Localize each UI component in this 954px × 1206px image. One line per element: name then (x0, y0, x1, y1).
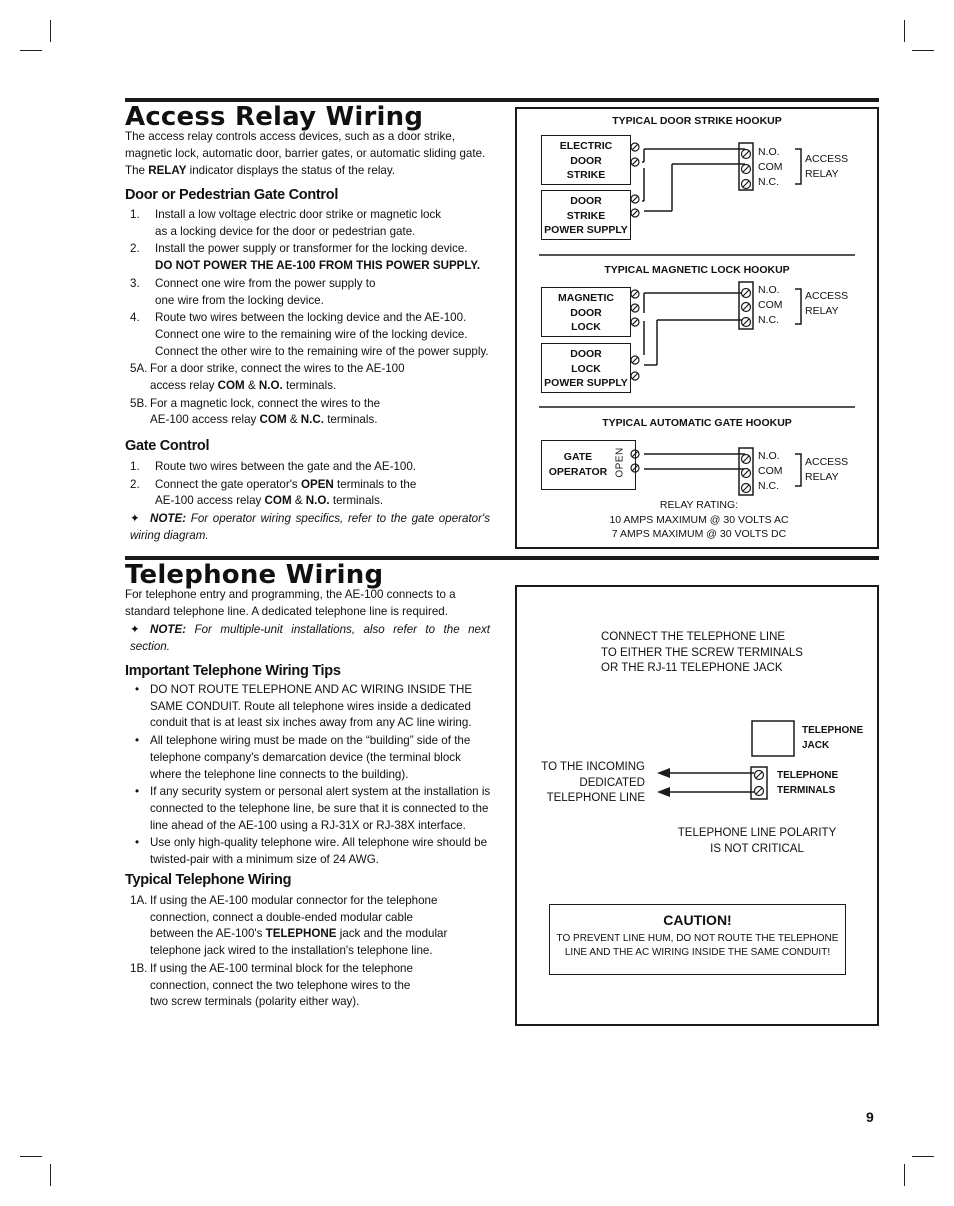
door-steps-list (130, 207, 500, 430)
arrow-left-icon (657, 768, 670, 797)
telephone-tips-list (125, 682, 493, 870)
telephone-jack-label: TELEPHONE JACK (802, 725, 864, 751)
diamond-icon: ✦ (130, 623, 140, 636)
typical-telephone-heading: Typical Telephone Wiring (125, 872, 292, 888)
mag-hookup-title: TYPICAL MAGNETIC LOCK HOOKUP (604, 264, 790, 276)
crop-mark (50, 1164, 51, 1186)
list-item: 5B. For a magnetic lock, connect the wires to the AE-100 access relay COM & N.C. terminals. (130, 396, 381, 427)
gate-operator-box: GATE OPERATOR (541, 440, 636, 490)
list-item: • Use only high-quality telephone wire. All telephone wire should be twisted-pair with a minimum size of 24 AWG. (125, 835, 493, 868)
caution-title: CAUTION! (663, 912, 732, 928)
strike-hookup-title: TYPICAL DOOR STRIKE HOOKUP (612, 115, 782, 127)
gate-control-heading: Gate Control (125, 438, 210, 454)
list-item: • All telephone wiring must be made on the “building” side of the telephone company's demarcation device (the terminal block where the telephone line connects to the building). (125, 733, 493, 783)
lock-power-supply-box: DOOR LOCK POWER SUPPLY (541, 343, 631, 393)
relay-rating: RELAY RATING: 10 AMPS MAXIMUM @ 30 VOLTS AC 7 AMPS MAXIMUM @ 30 VOLTS DC (609, 499, 789, 540)
access-diagram-box (515, 107, 879, 549)
list-item: 5A. For a door strike, connect the wires to the AE-100 access relay COM & N.O. terminals. (130, 362, 405, 393)
access-relay-label: ACCESS RELAY (805, 456, 849, 483)
list-item: • If any security system or personal alert system at the installation is connected to the telephone line, be sure that it is connected to the line ahead of the AE-100 using a RJ-31X or RJ-38X interface. (125, 784, 493, 834)
access-intro: The access relay controls access devices, such as a door strike, magnetic lock, automatic door, barrier gates, or automatic sliding gate. The RELAY indicator displays the status of the relay. (125, 130, 486, 177)
list-item: 1B. If using the AE-100 terminal block for the telephone connection, connect the two telephone wires to the two screw terminals (polarity either way). (130, 961, 413, 1009)
relay-terminal-labels: N.O. COM N.C. (758, 146, 783, 188)
electric-door-strike-box: ELECTRIC DOOR STRIKE (541, 135, 631, 185)
open-label: OPEN (614, 447, 626, 478)
list-item: 1A. If using the AE-100 modular connector for the telephone connection, connect a double-ended modular cable between the AE-100's TELEPHONE jack and the modular telephone jack wired to the installation's telephone line. (130, 894, 448, 958)
access-relay-label: ACCESS RELAY (805, 290, 849, 317)
crop-mark (20, 50, 42, 51)
relay-terminal-labels: N.O. COM N.C. (758, 284, 783, 326)
crop-mark (20, 1156, 42, 1157)
list-item: 2. Install the power supply or transformer for the locking device. DO NOT POWER THE AE-100 FROM THIS POWER SUPPLY. (130, 242, 481, 273)
telephone-tips-heading: Important Telephone Wiring Tips (125, 663, 341, 679)
typical-telephone-steps (130, 893, 500, 1012)
list-item: 1. Route two wires between the gate and the AE-100. (130, 460, 417, 473)
strike-power-supply-box: DOOR STRIKE POWER SUPPLY (541, 190, 631, 240)
access-relay-title: Access Relay Wiring (125, 102, 424, 132)
telephone-note: ✦ NOTE: For multiple-unit installations, also refer to the next section. (130, 623, 490, 653)
list-item: 4. Route two wires between the locking device and the AE-100. Connect one wire to the remaining wire of the locking device. Connect the other wire to the remaining wire of the power supply. (130, 311, 489, 358)
incoming-line-label: TO THE INCOMING DEDICATED TELEPHONE LINE (541, 761, 645, 804)
list-item: 1. Install a low voltage electric door strike or magnetic lock as a locking device for the door or pedestrian gate. (130, 208, 442, 238)
polarity-note: TELEPHONE LINE POLARITY IS NOT CRITICAL (677, 827, 837, 855)
diamond-icon: ✦ (130, 512, 140, 525)
crop-mark (904, 1164, 905, 1186)
caution-text: TO PREVENT LINE HUM, DO NOT ROUTE THE TELEPHONE LINE AND THE AC WIRING INSIDE THE SAME CONDUIT! (556, 933, 839, 958)
list-item: • DO NOT ROUTE TELEPHONE AND AC WIRING INSIDE THE SAME CONDUIT. Route all telephone wires inside a dedicated conduit that is at least six inches away from any AC line wiring. (125, 682, 493, 732)
gate-steps-list (130, 459, 500, 511)
access-relay-label: ACCESS RELAY (805, 153, 849, 180)
magnetic-door-lock-box: MAGNETIC DOOR LOCK (541, 287, 631, 337)
caution-box (549, 904, 846, 975)
connect-line-instruction: CONNECT THE TELEPHONE LINE TO EITHER THE SCREW TERMINALS OR THE RJ-11 TELEPHONE JACK (601, 631, 803, 674)
telephone-wiring-title: Telephone Wiring (125, 560, 384, 590)
telephone-terminals-label: TELEPHONE TERMINALS (777, 770, 839, 796)
door-control-heading: Door or Pedestrian Gate Control (125, 187, 339, 203)
telephone-intro: For telephone entry and programming, the AE-100 connects to a standard telephone line. A dedicated telephone line is required. (125, 588, 456, 618)
telephone-diagram-box (515, 585, 879, 1026)
crop-mark (904, 20, 905, 42)
gate-hookup-title: TYPICAL AUTOMATIC GATE HOOKUP (602, 417, 792, 429)
gate-note: ✦ NOTE: For operator wiring specifics, refer to the gate operator's wiring diagram. (130, 512, 490, 542)
crop-mark (912, 50, 934, 51)
screw-terminal-icons (631, 143, 751, 493)
crop-mark (50, 20, 51, 42)
list-item: 3. Connect one wire from the power supply to one wire from the locking device. (130, 276, 376, 307)
list-item: 2. Connect the gate operator's OPEN terminals to the AE-100 access relay COM & N.O. terminals. (130, 477, 417, 508)
page-number: 9 (866, 1109, 874, 1125)
relay-terminal-labels: N.O. COM N.C. (758, 450, 783, 492)
crop-mark (912, 1156, 934, 1157)
